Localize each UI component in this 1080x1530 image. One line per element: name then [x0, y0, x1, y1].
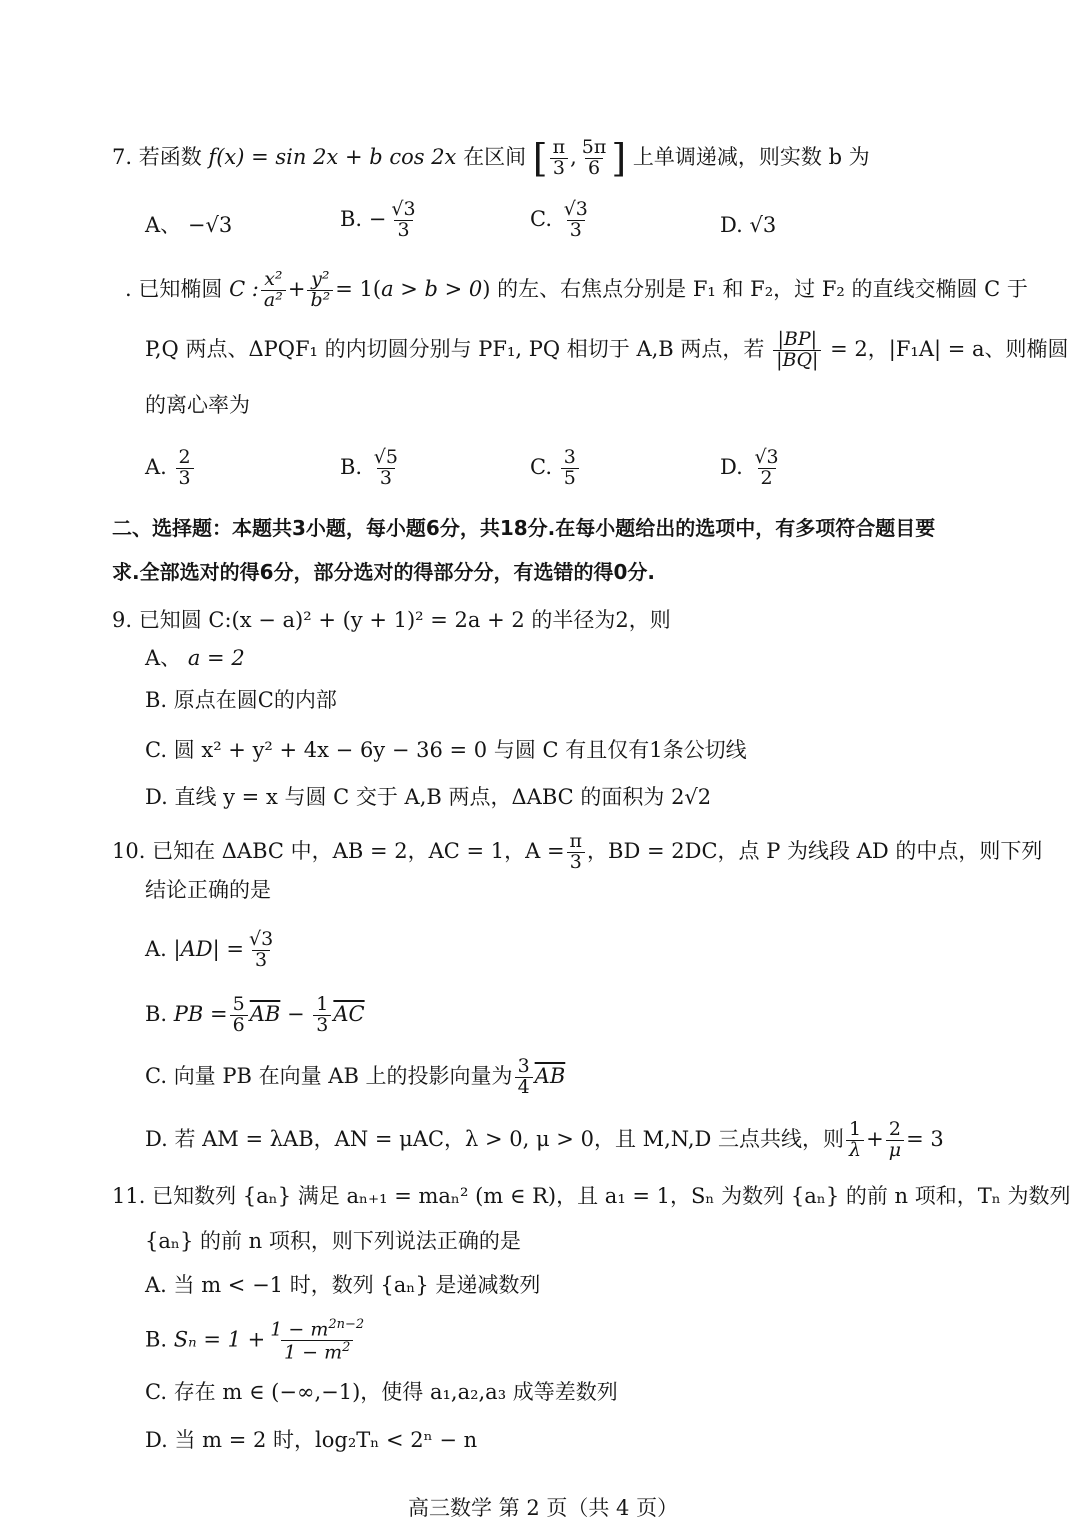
question-8-line3: 的离心率为: [145, 393, 250, 417]
option-d: D. $\frac{√3}{2}$: [720, 446, 779, 489]
question-11-line2: {aₙ} 的前 n 项积，则下列说法正确的是: [145, 1229, 521, 1253]
question-number: .: [125, 276, 132, 301]
question-number: 7.: [112, 144, 133, 169]
option-d: D. 若 AM = λAB，AN = μAC，λ > 0, μ > 0，且 M,N,D 三点共线，则 $\frac{1}{\lambda}$ + $\frac{2}{\mu}$ = 3: [145, 1118, 944, 1161]
question-text: 上单调递减，则实数 b 为: [632, 144, 870, 169]
option-d: D. √3: [720, 213, 777, 237]
option-a: A. 当 m < −1 时，数列 {aₙ} 是递减数列: [145, 1273, 541, 1297]
option-a: A、 −√3: [145, 213, 233, 237]
question-11: 11. 已知数列 {aₙ} 满足 aₙ₊₁ = maₙ² (m ∈ R)，且 a₁ = 1，Sₙ 为数列 {aₙ} 的前 n 项和，Tₙ 为数列: [112, 1184, 1071, 1208]
option-d: D. 直线 y = x 与圆 C 交于 A,B 两点，ΔABC 的面积为 2√2: [145, 785, 712, 809]
question-text: 在区间: [463, 144, 527, 169]
option-a: A、 a = 2: [145, 646, 245, 670]
option-b: B. − $\frac{√3}{3}$: [340, 198, 416, 241]
section-heading: 求.全部选对的得6分，部分选对的得部分分，有选错的得0分.: [112, 560, 656, 584]
option-c: C. $\frac{3}{5}$: [530, 448, 581, 489]
question-9: 9. 已知圆 C:(x − a)² + (y + 1)² = 2a + 2 的半径为2，则: [112, 608, 671, 632]
option-c: C. 圆 x² + y² + 4x − 6y − 36 = 0 与圆 C 有且仅有1条公切线: [145, 738, 747, 762]
question-10: 10. 已知在 ΔABC 中，AB = 2，AC = 1，A = $\frac{\pi}{3}$ ，BD = 2DC，点 P 为线段 AD 的中点，则下列: [112, 830, 1043, 873]
option-c: C. $\frac{√3}{3}$: [530, 198, 588, 241]
option-c: C. 向量 PB 在向量 AB 上的投影向量为 $\frac{3}{4}$ $\overline{AB}$: [145, 1055, 566, 1098]
question-8-line2: P,Q 两点、ΔPQF₁ 的内切圆分别与 PF₁, PQ 相切于 A,B 两点，若 $\frac{|BP|}{|BQ|}$ = 2，|F₁A| = a、则椭圆: [145, 328, 1069, 371]
option-b: B. $\frac{√5}{3}$: [340, 446, 398, 489]
question-text: 若函数: [138, 144, 202, 169]
math-expression: f(x) = sin 2x + b cos 2x: [208, 144, 457, 169]
option-a: A. |AD| = $\frac{√3}{3}$: [145, 928, 274, 971]
page-footer: 高三数学 第 2 页（共 4 页）: [408, 1496, 679, 1520]
question-7: 7. 若函数 f(x) = sin 2x + b cos 2x 在区间 [ $\frac{\pi}{3}$ , $\frac{5\pi}{6}$ ] 上单调递减，则实数 b 为: [112, 136, 870, 181]
option-b: B. PB = $\frac{5}{6}$ $\overline{AB}$ − $\frac{1}{3}$ $\overline{AC}$: [145, 993, 365, 1036]
question-8: . 已知椭圆 C : $\frac{\text{x²}}{\text{a²}}$ + $\frac{\text{y²}}{\text{b²}}$ = 1(a > b > 0) 的左、右焦点分别是 F₁ 和 F₂，过 F₂ 的直线交椭圆 C 于: [125, 268, 1028, 311]
option-d: D. 当 m = 2 时，log₂Tₙ < 2ⁿ − n: [145, 1428, 478, 1452]
option-a: A. $\frac{2}{3}$: [145, 448, 196, 489]
option-b: B. Sₙ = 1 + $\frac{1 - m^{2n-2}}{1 - m^2}$: [145, 1317, 365, 1364]
option-b: B. 原点在圆C的内部: [145, 688, 337, 712]
question-10-line2: 结论正确的是: [145, 878, 271, 902]
section-heading: 二、选择题：本题共3小题，每小题6分，共18分.在每小题给出的选项中，有多项符合题目要: [112, 516, 936, 540]
option-c: C. 存在 m ∈ (−∞,−1)，使得 a₁,a₂,a₃ 成等差数列: [145, 1380, 618, 1404]
